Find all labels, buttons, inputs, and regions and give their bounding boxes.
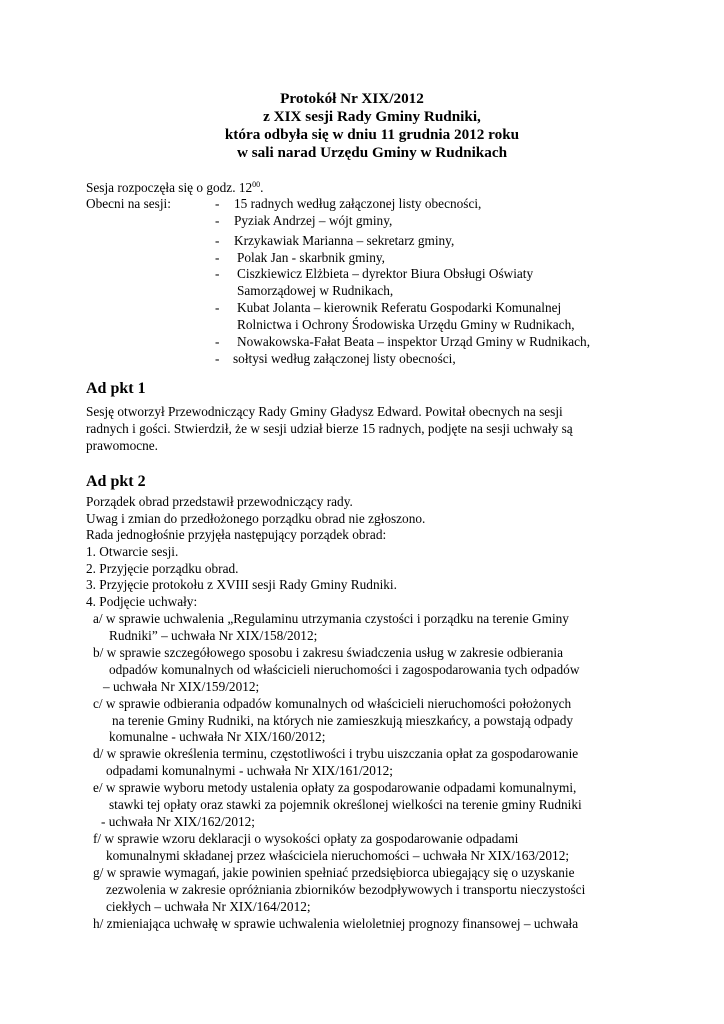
attendance-label: Obecni na sesji: bbox=[86, 196, 171, 211]
paragraph-line: prawomocne. bbox=[86, 438, 158, 453]
attendee-item: Kubat Jolanta – kierownik Referatu Gospodarki Komunalnej bbox=[237, 300, 562, 315]
list-bullet: - bbox=[215, 334, 220, 349]
resolution-item-cont: komunalne - uchwała Nr XIX/160/2012; bbox=[109, 729, 326, 744]
resolution-item-cont: odpadów komunalnych od właścicieli nieruchomości i zagospodarowania tych odpadów bbox=[109, 662, 580, 677]
attendee-item: sołtysi według załączonej listy obecności, bbox=[233, 351, 456, 366]
resolution-item-cont: na terenie Gminy Rudniki, na których nie zamieszkują mieszkańcy, a powstają odpady bbox=[112, 713, 574, 728]
attendee-item: Polak Jan - skarbnik gminy, bbox=[237, 250, 385, 265]
list-bullet: - bbox=[215, 266, 220, 281]
resolution-item: d/ w sprawie określenia terminu, częstotliwości i trybu uiszczania opłat za gospodarowanie bbox=[93, 746, 579, 761]
paragraph-line: Sesję otworzył Przewodniczący Rady Gminy Gładysz Edward. Powitał obecnych na sesji bbox=[86, 404, 563, 419]
resolution-item-cont: zezwolenia w zakresie opróżniania zbiorników bezodpływowych i transportu nieczystości bbox=[106, 882, 586, 897]
agenda-item: 3. Przyjęcie protokołu z XVIII sesji Rady Gminy Rudniki. bbox=[86, 577, 397, 592]
attendee-item: Rolnictwa i Ochrony Środowiska Urzędu Gminy w Rudnikach, bbox=[237, 317, 575, 332]
resolution-item-cont: stawki tej opłaty oraz stawki za pojemnik określonej wielkości na terenie gminy Rudniki bbox=[109, 797, 582, 812]
paragraph-line: radnych i gości. Stwierdził, że w sesji udział bierze 15 radnych, podjęte na sesji uchwały są bbox=[86, 421, 573, 436]
resolution-item-cont: komunalnymi składanej przez właściciela nieruchomości – uchwała Nr XIX/163/2012; bbox=[106, 848, 570, 863]
list-bullet: - bbox=[215, 250, 220, 265]
resolution-item-cont: - uchwała Nr XIX/162/2012; bbox=[101, 814, 255, 829]
list-bullet: - bbox=[215, 213, 220, 228]
session-location: w sali narad Urzędu Gminy w Rudnikach bbox=[236, 144, 508, 161]
attendee-item: 15 radnych według załączonej listy obecności, bbox=[234, 196, 482, 211]
attendee-item: Krzykawiak Marianna – sekretarz gminy, bbox=[234, 233, 455, 248]
resolution-item-cont: Rudniki” – uchwała Nr XIX/158/2012; bbox=[109, 628, 318, 643]
attendee-item: Pyziak Andrzej – wójt gminy, bbox=[234, 213, 393, 228]
session-start: Sesja rozpoczęła się o godz. $12^{00}$. bbox=[86, 180, 264, 195]
resolution-item: f/ w sprawie wzoru deklaracji o wysokości opłaty za gospodarowanie odpadami bbox=[93, 831, 519, 846]
resolution-item: g/ w sprawie wymagań, jakie powinien spełniać przedsiębiorca ubiegający się o uzyskanie bbox=[93, 865, 575, 880]
resolution-item-cont: – uchwała Nr XIX/159/2012; bbox=[103, 679, 260, 694]
paragraph-line: Rada jednogłośnie przyjęła następujący porządek obrad: bbox=[86, 527, 387, 542]
resolution-item-cont: odpadami komunalnymi - uchwała Nr XIX/161/2012; bbox=[106, 763, 393, 778]
list-bullet: - bbox=[215, 196, 220, 211]
session-title: z XIX sesji Rady Gminy Rudniki, bbox=[263, 108, 481, 125]
session-date: która odbyła się w dniu 11 grudnia 2012 roku bbox=[224, 126, 520, 143]
attendee-item: Samorządowej w Rudnikach, bbox=[237, 283, 394, 298]
attendee-item: Ciszkiewicz Elżbieta – dyrektor Biura Obsługi Oświaty bbox=[237, 266, 534, 281]
list-bullet: - bbox=[215, 351, 220, 366]
resolution-item: c/ w sprawie odbierania odpadów komunalnych od właścicieli nieruchomości położonych bbox=[93, 696, 572, 711]
section-heading: Ad pkt 1 bbox=[86, 380, 146, 397]
attendee-item: Nowakowska-Fałat Beata – inspektor Urząd Gminy w Rudnikach, bbox=[237, 334, 591, 349]
agenda-item: 1. Otwarcie sesji. bbox=[86, 544, 179, 559]
resolution-item: e/ w sprawie wyboru metody ustalenia opłaty za gospodarowanie odpadami komunalnymi, bbox=[93, 780, 577, 795]
resolution-item-cont: ciekłych – uchwała Nr XIX/164/2012; bbox=[106, 899, 311, 914]
agenda-item: 4. Podjęcie uchwały: bbox=[86, 594, 198, 609]
agenda-item: 2. Przyjęcie porządku obrad. bbox=[86, 561, 239, 576]
resolution-item: a/ w sprawie uchwalenia „Regulaminu utrzymania czystości i porządku na terenie Gminy bbox=[93, 611, 569, 626]
list-bullet: - bbox=[215, 233, 220, 248]
list-bullet: - bbox=[215, 300, 220, 315]
paragraph-line: Porządek obrad przedstawił przewodniczący rady. bbox=[86, 494, 353, 509]
protocol-title: Protokół Nr XIX/2012 bbox=[280, 90, 424, 107]
resolution-item: h/ zmieniająca uchwałę w sprawie uchwalenia wieloletniej prognozy finansowej – uchwała bbox=[93, 916, 579, 931]
resolution-item: b/ w sprawie szczegółowego sposobu i zakresu świadczenia usług w zakresie odbierania bbox=[93, 645, 564, 660]
section-heading: Ad pkt 2 bbox=[86, 473, 146, 490]
paragraph-line: Uwag i zmian do przedłożonego porządku obrad nie zgłoszono. bbox=[86, 511, 426, 526]
